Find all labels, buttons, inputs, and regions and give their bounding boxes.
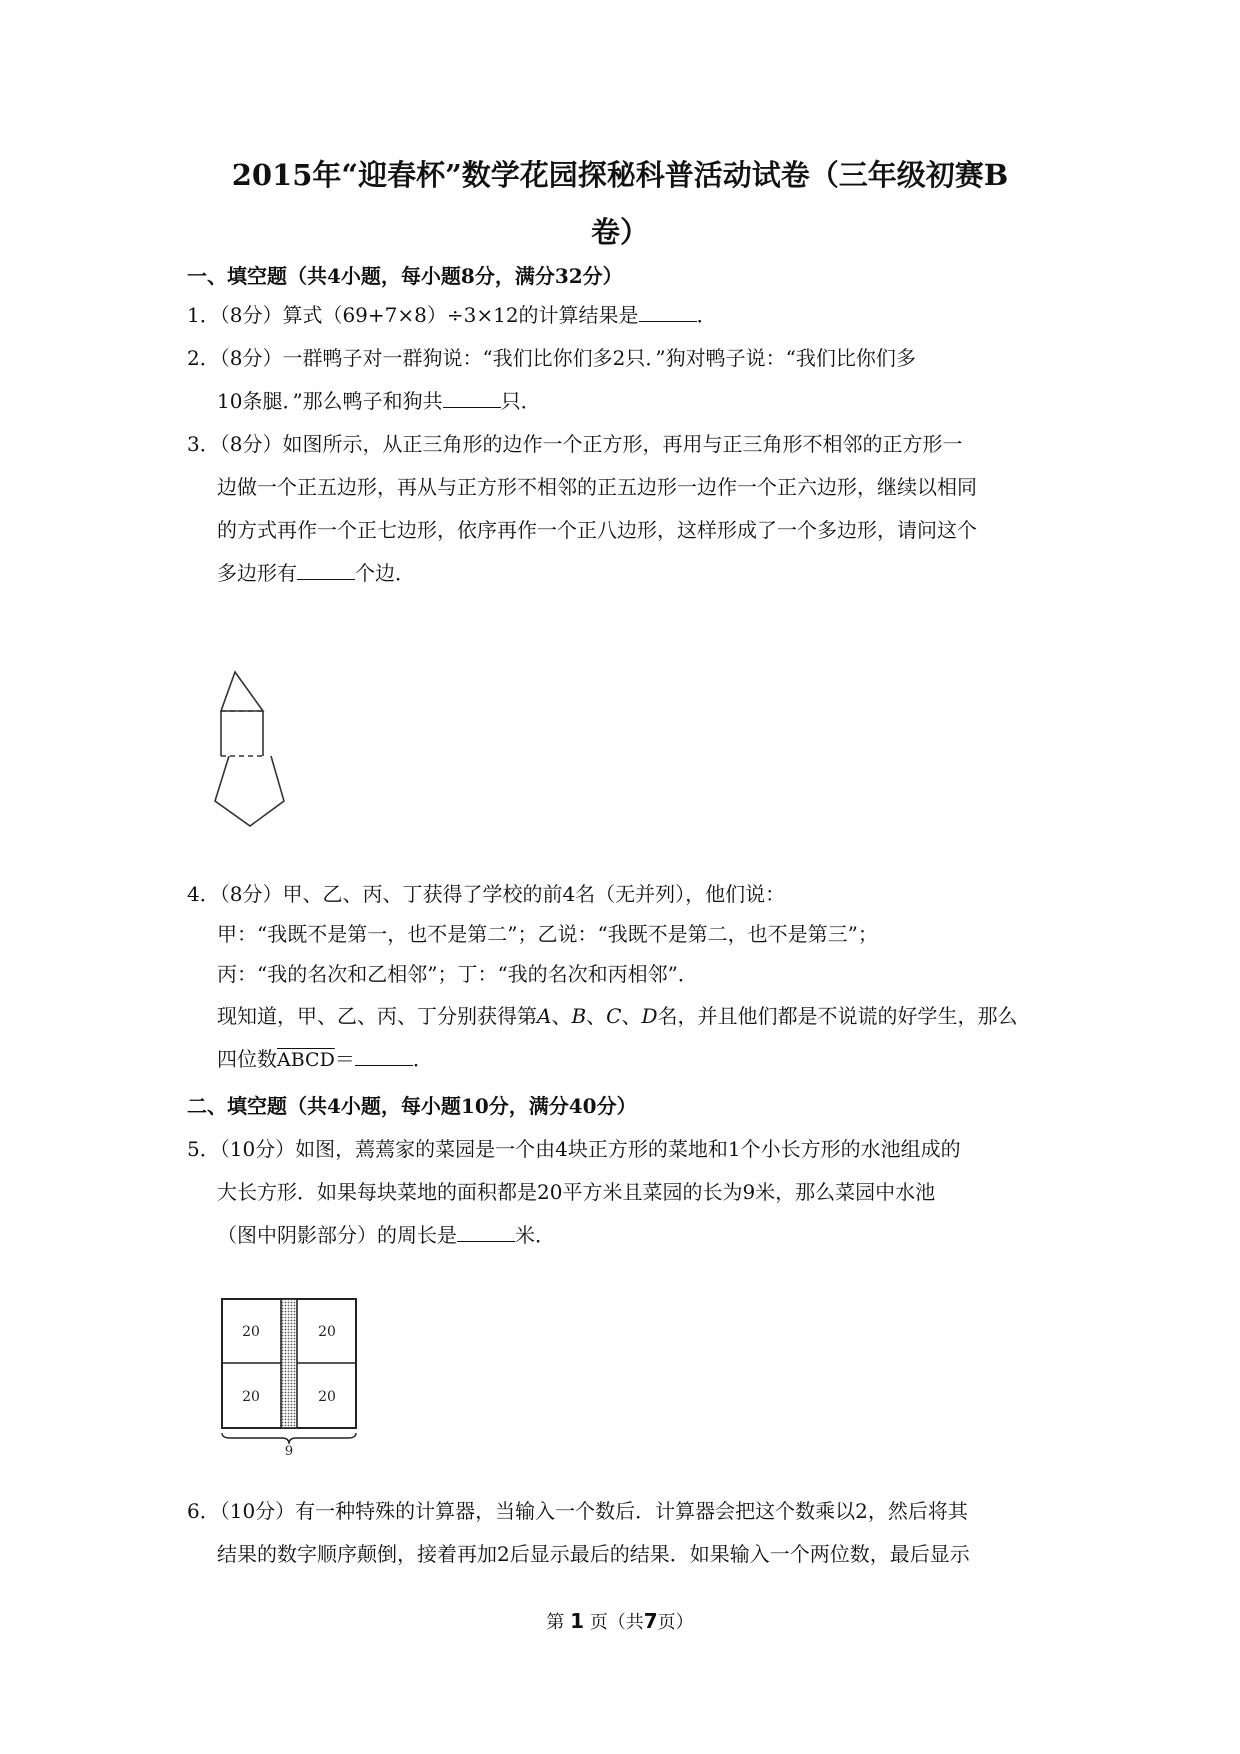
question-text: （10分）有一种特殊的计算器，当输入一个数后．计算器会把这个数乘以2，然后将其 xyxy=(219,1499,968,1523)
question-number: 6． xyxy=(187,1499,220,1523)
question-3-line-4 xyxy=(217,559,415,587)
question-text: 米． xyxy=(515,1223,555,1247)
question-text: 只． xyxy=(500,389,541,413)
question-text-end: ． xyxy=(696,303,717,327)
variable-c: C xyxy=(606,1004,622,1028)
question-4-line-4 xyxy=(217,1002,1018,1030)
question-text: （8分）一群鸭子对一群狗说：“我们比你们多2只．”狗对鸭子说：“我们比你们多 xyxy=(219,346,916,370)
question-5-line-2: 大长方形．如果每块菜地的面积都是20平方米且菜园的长为9米，那么菜园中水池 xyxy=(217,1180,936,1204)
answer-blank xyxy=(457,1223,515,1242)
polygon-stack-figure xyxy=(212,670,308,860)
question-1 xyxy=(187,301,717,329)
question-text-end: ． xyxy=(412,1047,433,1071)
question-3-line-1 xyxy=(187,430,962,458)
answer-blank xyxy=(297,561,355,580)
question-text: （8分）如图所示，从正三角形的边作一个正方形，再用与正三角形不相邻的正方形一 xyxy=(219,432,963,456)
question-3-line-2: 边做一个正五边形，再从与正方形不相邻的正五边形一边作一个正六边形，继续以相同 xyxy=(217,475,977,499)
question-6-line-1 xyxy=(187,1497,968,1525)
question-text: （8分）甲、乙、丙、丁获得了学校的前4名（无并列），他们说： xyxy=(219,882,786,906)
question-6-line-2: 结果的数字顺序颠倒，接着再加2后显示最后的结果．如果输入一个两位数，最后显示 xyxy=(217,1542,970,1566)
footer-text: 页） xyxy=(657,1612,694,1633)
variable-b: B xyxy=(571,1004,587,1028)
plot-area-label: 20 xyxy=(318,1389,336,1405)
separator: 、 xyxy=(621,1004,642,1028)
equals-sign: ＝ xyxy=(334,1047,355,1071)
question-number: 1． xyxy=(187,303,220,327)
plot-area-label: 20 xyxy=(242,1324,260,1340)
question-5-line-1 xyxy=(187,1135,961,1163)
footer-text: 页（共 xyxy=(589,1612,644,1633)
question-3-line-3: 的方式再作一个正七边形，依序再作一个正八边形，这样形成了一个多边形，请问这个 xyxy=(217,518,977,542)
figure-triangle xyxy=(221,672,263,711)
section-heading-1: 一、填空题（共4小题，每小题8分，满分32分） xyxy=(187,264,623,288)
question-number: 5． xyxy=(187,1137,220,1161)
total-pages: 7 xyxy=(643,1609,658,1633)
question-2-line-2 xyxy=(217,387,541,415)
question-4-line-3: 丙：“我的名次和乙相邻”；丁：“我的名次和丙相邻”． xyxy=(217,962,698,986)
four-digit-number: ABCD xyxy=(277,1049,335,1071)
question-number: 3． xyxy=(187,432,220,456)
variable-a: A xyxy=(537,1004,552,1028)
question-text: 现知道，甲、乙、丙、丁分别获得第 xyxy=(217,1004,537,1028)
answer-blank xyxy=(443,389,501,408)
question-text: 多边形有 xyxy=(217,561,297,585)
question-5-line-3 xyxy=(217,1221,555,1249)
question-2-line-1 xyxy=(187,344,916,372)
figure-pentagon xyxy=(215,756,284,826)
question-text: 个边． xyxy=(355,561,415,585)
question-4-line-2: 甲：“我既不是第一，也不是第二”；乙说：“我既不是第二，也不是第三”； xyxy=(217,922,878,946)
page-title-line1: 2015年“迎春杯”数学花园探秘科普活动试卷（三年级初赛B xyxy=(231,158,1009,192)
question-number: 2． xyxy=(187,346,220,370)
page-title-line2: 卷） xyxy=(590,215,649,249)
pond-shaded xyxy=(281,1299,297,1428)
plot-area-label: 20 xyxy=(318,1324,336,1340)
plot-area-label: 20 xyxy=(242,1389,260,1405)
question-text: （8分）算式（69+7×8）÷3×12的计算结果是 xyxy=(219,303,639,327)
question-text: （图中阴影部分）的周长是 xyxy=(217,1223,457,1247)
separator: 、 xyxy=(551,1004,572,1028)
width-label: 9 xyxy=(284,1444,294,1455)
separator: 、 xyxy=(586,1004,607,1028)
page-footer xyxy=(0,1608,1240,1636)
footer-text: 第 xyxy=(546,1612,565,1633)
page-number: 1 xyxy=(570,1609,584,1633)
answer-blank xyxy=(639,303,697,322)
question-number: 4． xyxy=(187,882,220,906)
question-4-line-5 xyxy=(217,1045,433,1074)
width-brace xyxy=(222,1433,356,1444)
question-text: 名，并且他们都是不说谎的好学生，那么 xyxy=(657,1004,1018,1028)
answer-blank xyxy=(355,1047,413,1066)
question-text: 四位数 xyxy=(217,1047,277,1071)
variable-d: D xyxy=(641,1004,658,1028)
garden-figure xyxy=(218,1295,363,1455)
section-heading-2: 二、填空题（共4小题，每小题10分，满分40分） xyxy=(187,1094,637,1118)
question-4-line-1 xyxy=(187,880,785,908)
question-text: 10条腿．”那么鸭子和狗共 xyxy=(217,389,443,413)
question-text: （10分）如图，蔫蔫家的菜园是一个由4块正方形的菜地和1个小长方形的水池组成的 xyxy=(219,1137,961,1161)
